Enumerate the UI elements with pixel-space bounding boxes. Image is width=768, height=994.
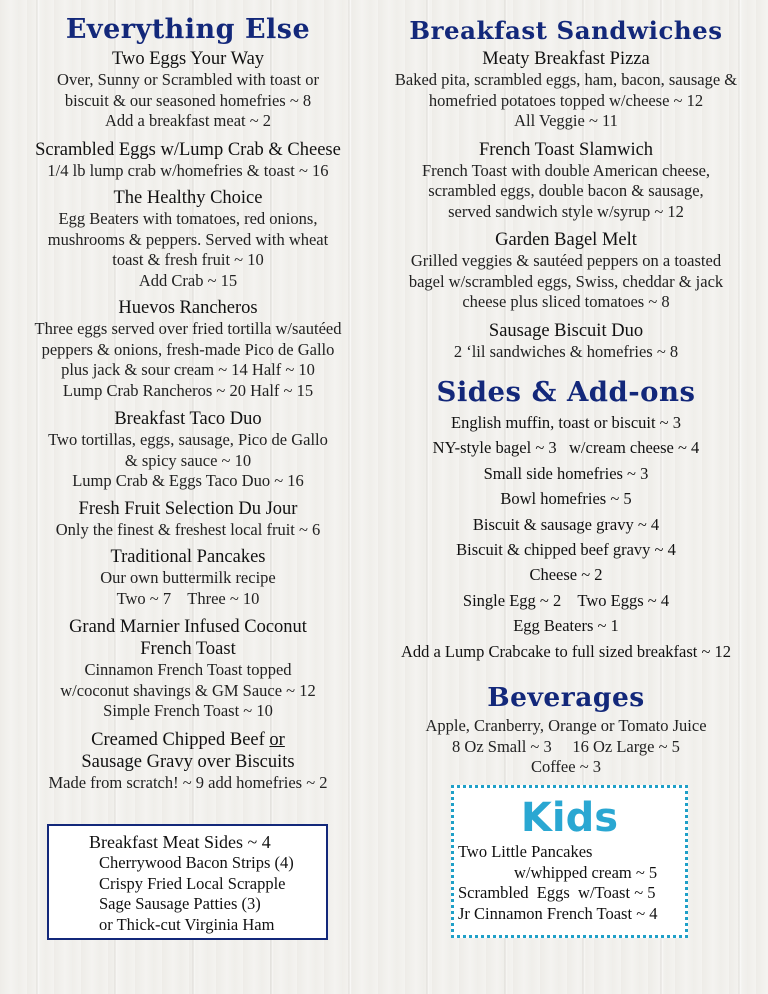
item-desc: Lump Crab & Eggs Taco Duo ~ 16 — [72, 471, 304, 490]
item-name: Fresh Fruit Selection Du Jour — [78, 498, 298, 519]
kids-title: Kids — [520, 795, 619, 841]
item-desc: Made from scratch! ~ 9 add homefries ~ 2 — [48, 772, 328, 792]
beverages-title: Beverages — [487, 682, 645, 714]
item-desc: Two tortillas, eggs, sausage, Pico de Gallo — [48, 430, 328, 449]
item-desc: & spicy sauce ~ 10 — [124, 450, 252, 470]
side-item: Biscuit & chipped beef gravy ~ 4 — [456, 540, 676, 560]
kids-item: Scrambled Eggs w/Toast ~ 5 — [458, 883, 656, 902]
kids-item: Jr Cinnamon French Toast ~ 4 — [458, 903, 658, 923]
item-desc: toast & fresh fruit ~ 10 — [112, 250, 264, 269]
menu-item — [380, 320, 752, 363]
item-name: The Healthy Choice — [113, 188, 263, 208]
item-desc: w/coconut shavings & GM Sauce ~ 12 — [60, 680, 316, 700]
side-item: Cheese ~ 2 — [529, 565, 603, 585]
item-name-cont: French Toast — [140, 639, 236, 659]
item-desc: Baked pita, scrambled eggs, ham, bacon, sausage & — [394, 70, 738, 89]
beverage-line: 8 Oz Small ~ 3 16 Oz Large ~ 5 — [452, 736, 680, 756]
item-desc: 2 ‘lil sandwiches & homefries ~ 8 — [453, 341, 679, 361]
item-desc: Grilled veggies & sautéed peppers on a toasted — [410, 251, 722, 270]
menu-item — [0, 498, 376, 541]
meat-side-item: Sage Sausage Patties (3) — [99, 894, 261, 913]
item-name: Breakfast Taco Duo — [114, 409, 262, 429]
meat-side-item: or Thick-cut Virginia Ham — [99, 914, 275, 934]
meat-side-item: Crispy Fried Local Scrapple — [99, 873, 286, 893]
item-desc: cheese plus sliced tomatoes ~ 8 — [462, 292, 670, 311]
kids-item: Two Little Pancakes — [458, 842, 593, 861]
item-desc: served sandwich style w/syrup ~ 12 — [448, 201, 684, 221]
menu-item — [380, 48, 752, 132]
item-name: Grand Marnier Infused Coconut — [69, 617, 307, 637]
menu-item — [0, 48, 376, 132]
item-desc: Over, Sunny or Scrambled with toast or — [57, 70, 319, 89]
item-desc: Two ~ 7 Three ~ 10 — [116, 588, 260, 608]
item-desc: Add a breakfast meat ~ 2 — [104, 111, 272, 130]
item-desc: 1/4 lb lump crab w/homefries & toast ~ 16 — [47, 160, 329, 180]
kids-item: w/whipped cream ~ 5 — [514, 862, 658, 882]
side-item: Small side homefries ~ 3 — [483, 463, 649, 483]
menu-item — [0, 729, 376, 794]
item-desc: French Toast with double American cheese, — [421, 160, 711, 180]
everything-else-column — [0, 0, 376, 793]
item-name: Traditional Pancakes — [110, 547, 266, 567]
meat-sides-title: Breakfast Meat Sides ~ 4 — [89, 832, 271, 852]
kids-box — [451, 785, 688, 938]
menu-item — [0, 297, 376, 401]
item-name: Meaty Breakfast Pizza — [482, 49, 650, 69]
meat-side-item: Cherrywood Bacon Strips (4) — [99, 853, 294, 872]
beverage-line: Apple, Cranberry, Orange or Tomato Juice — [425, 716, 707, 736]
item-name: Two Eggs Your Way — [111, 49, 265, 69]
item-name: Scrambled Eggs w/Lump Crab & Cheese — [35, 139, 341, 160]
or-text: or — [269, 729, 285, 750]
menu-item — [0, 187, 376, 291]
item-desc: plus jack & sour cream ~ 14 Half ~ 10 — [61, 360, 315, 379]
menu-item — [380, 139, 752, 223]
item-name: Sausage Biscuit Duo — [488, 320, 644, 341]
everything-else-title: Everything Else — [65, 14, 311, 45]
side-item: Single Egg ~ 2 Two Eggs ~ 4 — [462, 590, 670, 610]
side-item: Bowl homefries ~ 5 — [500, 489, 632, 509]
beverage-line: Coffee ~ 3 — [530, 757, 602, 777]
side-item: Add a Lump Crabcake to full sized breakfast ~ 12 — [400, 641, 732, 661]
item-name — [0, 729, 376, 751]
menu-item — [0, 408, 376, 492]
item-desc: Lump Crab Rancheros ~ 20 Half ~ 15 — [62, 380, 314, 400]
item-desc: Simple French Toast ~ 10 — [103, 701, 273, 720]
item-desc: homefried potatoes topped w/cheese ~ 12 — [428, 90, 704, 110]
item-name: French Toast Slamwich — [478, 139, 654, 160]
item-name-cont: Sausage Gravy over Biscuits — [81, 751, 295, 772]
menu-item — [0, 546, 376, 609]
item-desc: Egg Beaters with tomatoes, red onions, — [58, 209, 318, 228]
item-desc: Add Crab ~ 15 — [138, 270, 238, 290]
item-name-part: Creamed Chipped Beef — [91, 729, 265, 750]
item-desc: Only the finest & freshest local fruit ~ 6 — [55, 519, 321, 539]
item-desc: biscuit & our seasoned homefries ~ 8 — [64, 90, 312, 110]
item-desc: All Veggie ~ 11 — [514, 111, 618, 130]
menu-item — [380, 229, 752, 313]
right-column — [380, 0, 752, 778]
item-desc: peppers & onions, fresh-made Pico de Gallo — [41, 339, 335, 359]
item-desc: Cinnamon French Toast topped — [84, 660, 292, 679]
breakfast-sandwiches-title: Breakfast Sandwiches — [409, 16, 723, 45]
item-name: Huevos Rancheros — [118, 298, 258, 318]
item-name: Garden Bagel Melt — [495, 230, 637, 250]
side-item: Egg Beaters ~ 1 — [513, 616, 619, 636]
menu-item — [0, 139, 376, 182]
item-desc: Our own buttermilk recipe — [100, 568, 276, 587]
menu-item — [0, 616, 376, 722]
sides-title: Sides & Add-ons — [436, 376, 696, 408]
meat-sides-box — [47, 824, 328, 940]
item-desc: mushrooms & peppers. Served with wheat — [47, 229, 329, 249]
item-desc: bagel w/scrambled eggs, Swiss, cheddar & jack — [408, 271, 724, 291]
side-item: NY-style bagel ~ 3 w/cream cheese ~ 4 — [432, 438, 700, 458]
side-item: Biscuit & sausage gravy ~ 4 — [472, 514, 660, 534]
item-desc: scrambled eggs, double bacon & sausage, — [428, 181, 704, 200]
item-desc: Three eggs served over fried tortilla w/sautéed — [34, 319, 342, 338]
side-item: English muffin, toast or biscuit ~ 3 — [451, 413, 681, 432]
